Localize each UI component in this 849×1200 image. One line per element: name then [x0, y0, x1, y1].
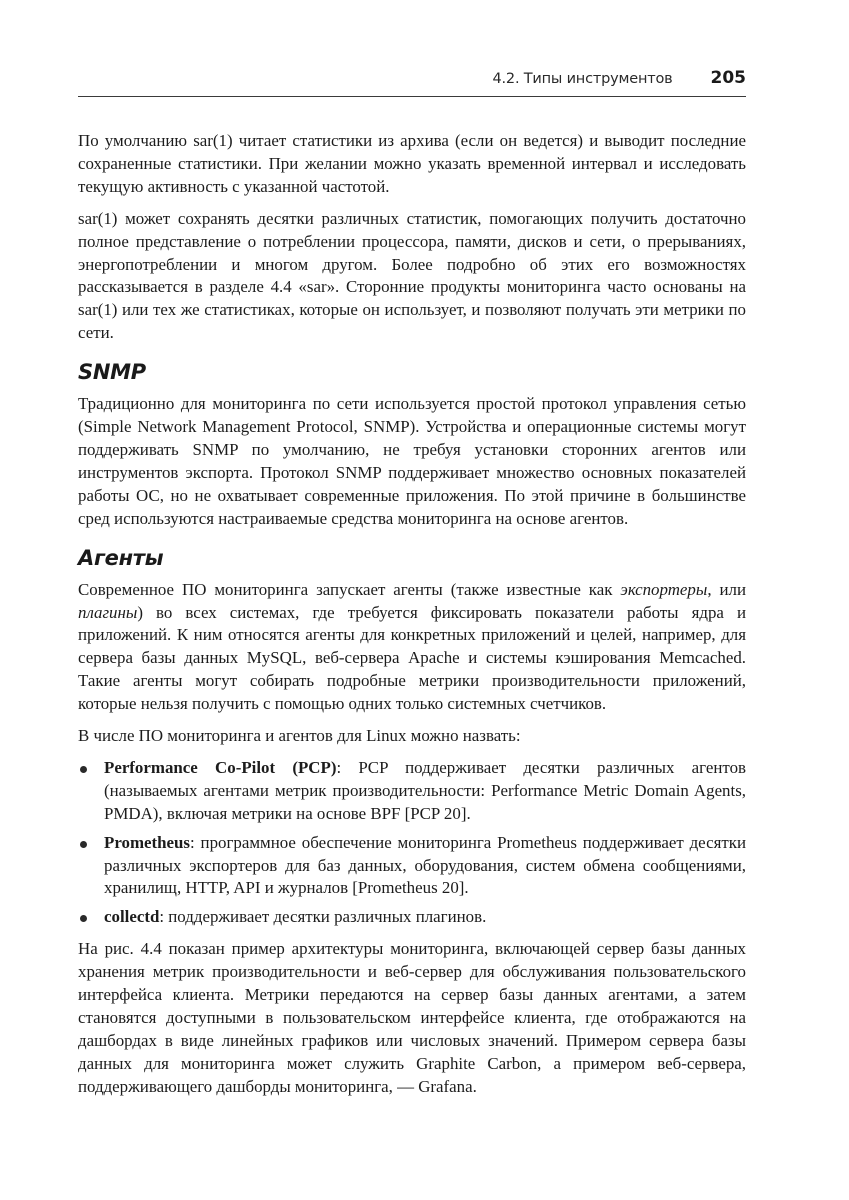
paragraph-snmp: Традиционно для мониторинга по сети используется простой протокол управления сетью (Simple Network Management Protocol, SNMP). Устройства и операционные системы могут поддерживать SNMP по умолчанию, не требуя установки сторонних агентов или инструментов экспорта. Протокол SNMP поддерживает множество основных показателей работы ОС, но не охватывает современные приложения. По этой причине в большинстве сред используются настраиваемые средства мониторинга на основе агентов.: [78, 394, 746, 528]
bullet-icon: [80, 841, 87, 848]
agents-text-b: , или: [707, 579, 747, 599]
paragraph-sar-stats: sar(1) может сохранять десятки различных статистик, помогающих получить достаточно полное представление о потреблении процессора, памяти, дисков и сети, о прерываниях, энергопотреблении и многом другом. Более подробно об этих его возможностях рассказывается в разделе 4.4 «sar». Сторонние продукты мониторинга часто основаны на sar(1) или тех же статистиках, которые он использует, и позволяют получать эти метрики по сети.: [78, 208, 746, 343]
heading-snmp: SNMP: [78, 360, 146, 385]
desc-pcp: : PCP поддерживает десятки различных агентов (называемых агентами метрик производительности: Performance Metric Domain Agents, PMDA), включая метрики на основе BPF [PCP 20].: [104, 757, 747, 823]
emphasis-plugins: плагины: [78, 602, 138, 622]
page-body: [78, 130, 746, 1099]
agents-text-c: ) во всех системах, где требуется фиксировать показатели работы ядра и приложений. К ним относятся агенты для конкретных приложений и целей, например, для сервера базы данных MySQL, веб-сервера Apache и системы кэширования Memcached. Такие агенты могут собирать подробные метрики производительности приложений, которые нельзя получить с помощью одних только системных счетчиков.: [78, 602, 746, 714]
book-page: [78, 68, 746, 1108]
paragraph-linux-agents: В числе ПО мониторинга и агентов для Linux можно назвать:: [78, 726, 521, 746]
term-prometheus: Prometheus: [104, 832, 191, 852]
agents-list: [78, 757, 746, 929]
agents-text-a: Современное ПО мониторинга запускает агенты (также известные как: [78, 579, 621, 599]
emphasis-exporters: экспортеры: [620, 579, 708, 599]
paragraph-figure-4-4: На рис. 4.4 показан пример архитектуры мониторинга, включающей сервер базы данных хранения метрик производительности и веб-сервер для обслуживания пользовательского интерфейса клиента. Метрики передаются на сервер базы данных агентами, а затем становятся доступными в пользовательском интерфейсе клиента, где отображаются на дашбордах в виде линейных графиков или числовых значений. Примером сервера базы данных для мониторинга может служить Graphite Carbon, а примером веб-сервера, поддерживающего дашборды мониторинга, — Grafana.: [78, 939, 746, 1096]
paragraph-agents-intro: [78, 579, 746, 716]
term-pcp: Performance Co-Pilot (PCP): [104, 757, 337, 777]
desc-collectd: : поддерживает десятки различных плагинов.: [159, 907, 487, 927]
list-item-collectd: [78, 906, 746, 929]
term-collectd: collectd: [104, 907, 160, 927]
bullet-icon: [80, 766, 87, 773]
page-number: 205: [710, 68, 746, 88]
heading-agents: Агенты: [78, 545, 164, 570]
list-item-pcp: [78, 757, 746, 826]
section-title: 4.2. Типы инструментов: [492, 71, 673, 87]
paragraph-sar-default: По умолчанию sar(1) читает статистики из архива (если он ведется) и выводит последние сохраненные статистики. При желании можно указать временной интервал и исследовать текущую активность с указанной частотой.: [78, 131, 746, 196]
running-header: [78, 68, 746, 97]
desc-prometheus: : программное обеспечение мониторинга Prometheus поддерживает десятки различных экспортеров для баз данных, оборудования, систем обмена сообщениями, хранилищ, HTTP, API и журналов [Prometheus 20].: [104, 832, 746, 898]
list-item-prometheus: [78, 832, 746, 901]
bullet-icon: [80, 915, 87, 922]
